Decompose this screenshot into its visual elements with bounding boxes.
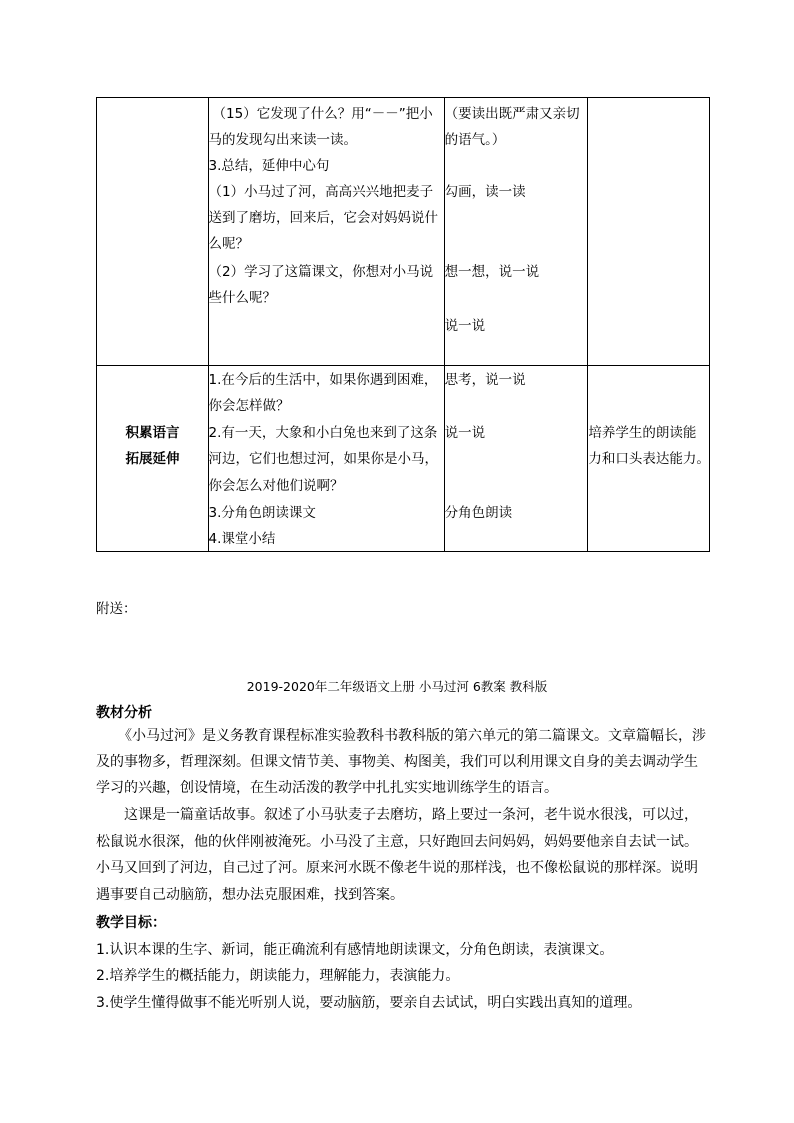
- activity-line: 些什么呢？: [208, 290, 277, 306]
- activity-line: 2.有一天，大象和小白兔也来到了这条: [208, 425, 438, 441]
- student-line: （要读出既严肃又亲切: [444, 106, 580, 122]
- paragraph-line: 及的事物多，哲理深刻。但课文情节美、事物美、构图美，我们可以利用课文自身的美去调动学生: [96, 754, 698, 770]
- activity-line: 河边，它们也想过河，如果你是小马，: [208, 451, 439, 467]
- paragraph-line: 小马又回到了河边，自己过了河。原来河水既不像老牛说的那样浅，也不像松鼠说的那样深。说明: [96, 860, 698, 876]
- student-line: 勾画，读一读: [444, 184, 526, 200]
- activity-line: （2）学习了这篇课文，你想对小马说: [208, 264, 434, 280]
- paragraph-line: 松鼠说水很深，他的伙伴刚被淹死。小马没了主意，只好跑回去问妈妈，妈妈要他亲自去试一试。: [96, 834, 698, 850]
- student-line: 的语气。）: [444, 132, 506, 148]
- paragraph-line: 《小马过河》是义务教育课程标准实验教科书教科版的第六单元的第二篇课文。文章篇幅长，涉: [118, 728, 706, 744]
- activity-line: 你会怎么对他们说啊？: [208, 478, 344, 494]
- objective-line: 3.使学生懂得做事不能光听别人说，要动脑筋，要亲自去试试，明白实践出真知的道理。: [96, 995, 642, 1011]
- student-line: 想一想，说一说: [444, 264, 540, 280]
- activity-line: 么呢？: [208, 236, 250, 252]
- table-row: [97, 366, 710, 552]
- activity-line: 3.分角色朗读课文: [208, 505, 316, 521]
- document-title: 2019-2020年二年级语文上册 小马过河 6教案 教科版: [246, 679, 548, 694]
- activity-line: 马的发现勾出来读一读。: [208, 132, 358, 148]
- activity-line: （15）它发现了什么？用“－－”把小: [212, 106, 433, 122]
- activity-line: （1）小马过了河，高高兴兴地把麦子: [208, 184, 434, 200]
- student-line: 说一说: [444, 318, 486, 334]
- lesson-plan-table: [96, 97, 710, 552]
- paragraph-line: 这课是一篇童话故事。叙述了小马驮麦子去磨坊，路上要过一条河，老牛说水很浅，可以过，: [124, 807, 698, 823]
- activity-line: 1.在今后的生活中，如果你遇到困难，: [208, 372, 438, 388]
- paragraph-line: 学习的兴趣，创设情境，在生动活泼的教学中扎扎实实地训练学生的语言。: [96, 780, 558, 796]
- activity-line: 送到了磨坊，回来后，它会对妈妈说什: [208, 210, 439, 226]
- table-row: [97, 98, 710, 366]
- table-cell-student: [444, 366, 588, 552]
- stage-label: 拓展延伸: [125, 451, 180, 467]
- activity-line: 4.课堂小结: [208, 531, 276, 547]
- table-cell-activity: [208, 366, 444, 552]
- stage-label: 积累语言: [125, 425, 180, 441]
- section-heading-objectives: 教学目标：: [96, 915, 166, 931]
- activity-line: 3.总结，延伸中心句: [208, 158, 330, 174]
- section-heading-analysis: 教材分析: [96, 705, 152, 721]
- table-cell-empty: [97, 98, 209, 366]
- table-cell-purpose: [588, 366, 710, 552]
- student-line: 思考，说一说: [444, 372, 526, 388]
- activity-line: 你会怎样做？: [208, 398, 290, 414]
- table-cell-empty: [588, 98, 710, 366]
- purpose-line: 培养学生的朗读能: [588, 425, 697, 441]
- paragraph-line: 遇事要自己动脑筋，想办法克服困难，找到答案。: [96, 887, 404, 903]
- student-line: 分角色朗读: [444, 505, 513, 521]
- table-cell-student: [444, 98, 588, 366]
- objective-line: 1.认识本课的生字、新词，能正确流利有感情地朗读课文，分角色朗读，表演课文。: [96, 942, 614, 958]
- table-cell-activity: [208, 98, 444, 366]
- purpose-line: 力和口头表达能力。: [588, 451, 710, 467]
- student-line: 说一说: [444, 425, 486, 441]
- table-cell-stage: [97, 366, 209, 552]
- objective-line: 2.培养学生的概括能力，朗读能力，理解能力，表演能力。: [96, 968, 460, 984]
- attachment-label: 附送：: [96, 601, 137, 617]
